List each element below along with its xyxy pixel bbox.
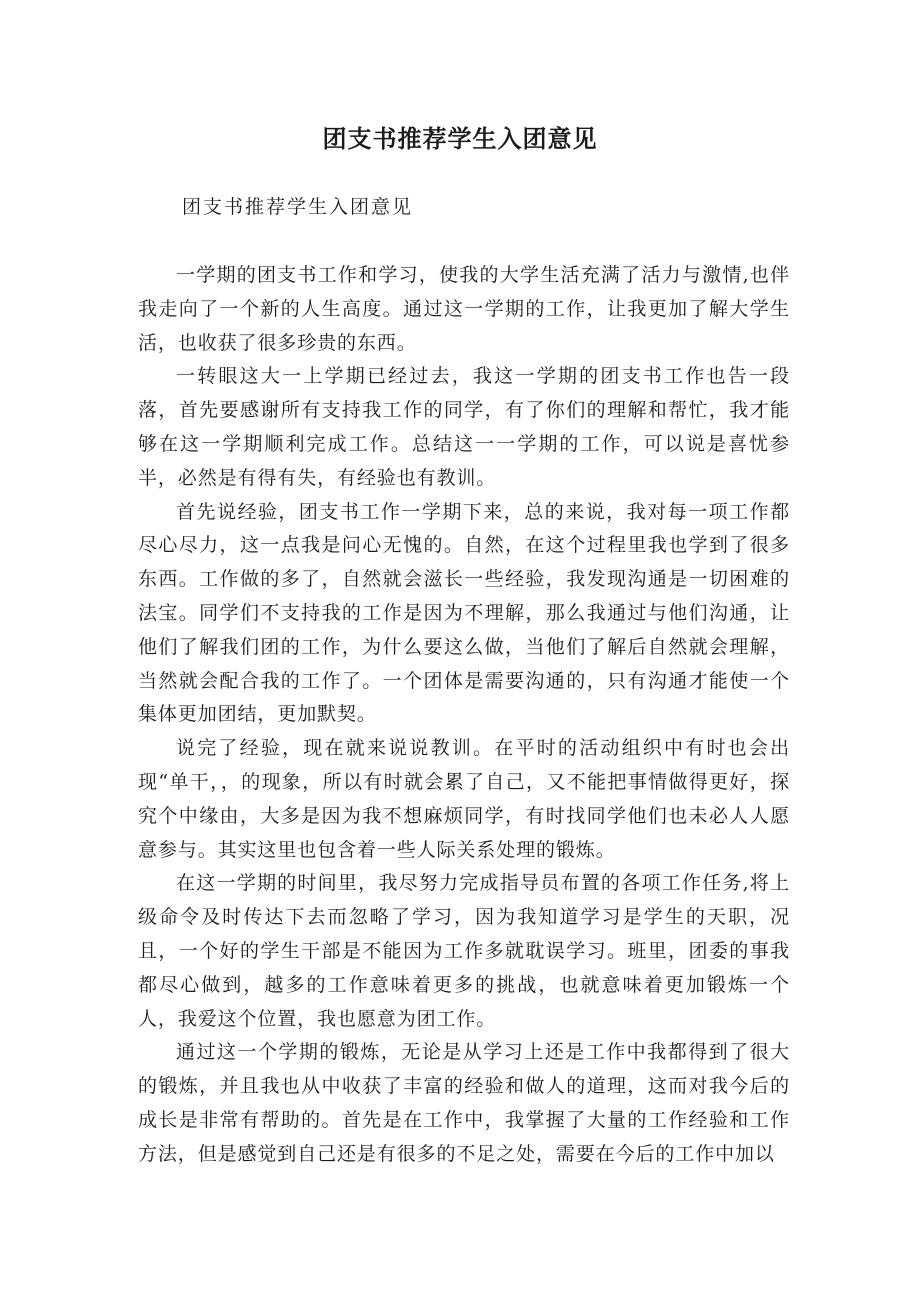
paragraph: 一学期的团支书工作和学习，使我的大学生活充满了活力与激情,也伴我走向了一个新的人生高度。通过这一学期的工作，让我更加了解大学生活，也收获了很多珍贵的东西。 — [138, 264, 790, 354]
document-subtitle: 团支书推荐学生入团意见 — [182, 196, 414, 218]
paragraph: 一转眼这大一上学期已经过去，我这一学期的团支书工作也告一段落，首先要感谢所有支持我工作的同学，有了你们的理解和帮忙，我才能够在这一学期顺利完成工作。总结这一一学期的工作，可以说是喜忧参半，必然是有得有失，有经验也有教训。 — [138, 365, 790, 489]
paragraph: 首先说经验，团支书工作一学期下来，总的来说，我对每一项工作都尽心尽力，这一点我是问心无愧的。自然，在这个过程里我也学到了很多东西。工作做的多了，自然就会滋长一些经验，我发现沟通是一切困难的法宝。同学们不支持我的工作是因为不理解，那么我通过与他们沟通，让他们了解我们团的工作，为什么要这么做，当他们了解后自然就会理解，当然就会配合我的工作了。一个团体是需要沟通的，只有沟通才能使一个集体更加团结，更加默契。 — [138, 500, 790, 726]
paragraph: 通过这一个学期的锻炼，无论是从学习上还是工作中我都得到了很大的锻炼，并且我也从中收获了丰富的经验和做人的道理，这而对我今后的成长是非常有帮助的。首先是在工作中，我掌握了大量的工作经验和工作方法，但是感觉到自己还是有很多的不足之处，需要在今后的工作中加以 — [138, 1041, 790, 1165]
paragraph: 说完了经验，现在就来说说教训。在平时的活动组织中有时也会出现“单干，，的现象，所以有时就会累了自己，又不能把事情做得更好，探究个中缘由，大多是因为我不想麻烦同学，有时找同学他们也未必人人愿意参与。其实这里也包含着一些人际关系处理的锻炼。 — [138, 737, 790, 861]
document-body — [138, 259, 790, 1172]
paragraph: 在这一学期的时间里，我尽努力完成指导员布置的各项工作任务,将上级命令及时传达下去而忽略了学习，因为我知道学习是学生的天职，况且，一个好的学生干部是不能因为工作多就耽误学习。班里，团委的事我都尽心做到，越多的工作意味着更多的挑战，也就意味着更加锻炼一个人，我爱这个位置，我也愿意为团工作。 — [138, 872, 790, 1030]
page-title: 团支书推荐学生入团意见 — [322, 125, 598, 153]
